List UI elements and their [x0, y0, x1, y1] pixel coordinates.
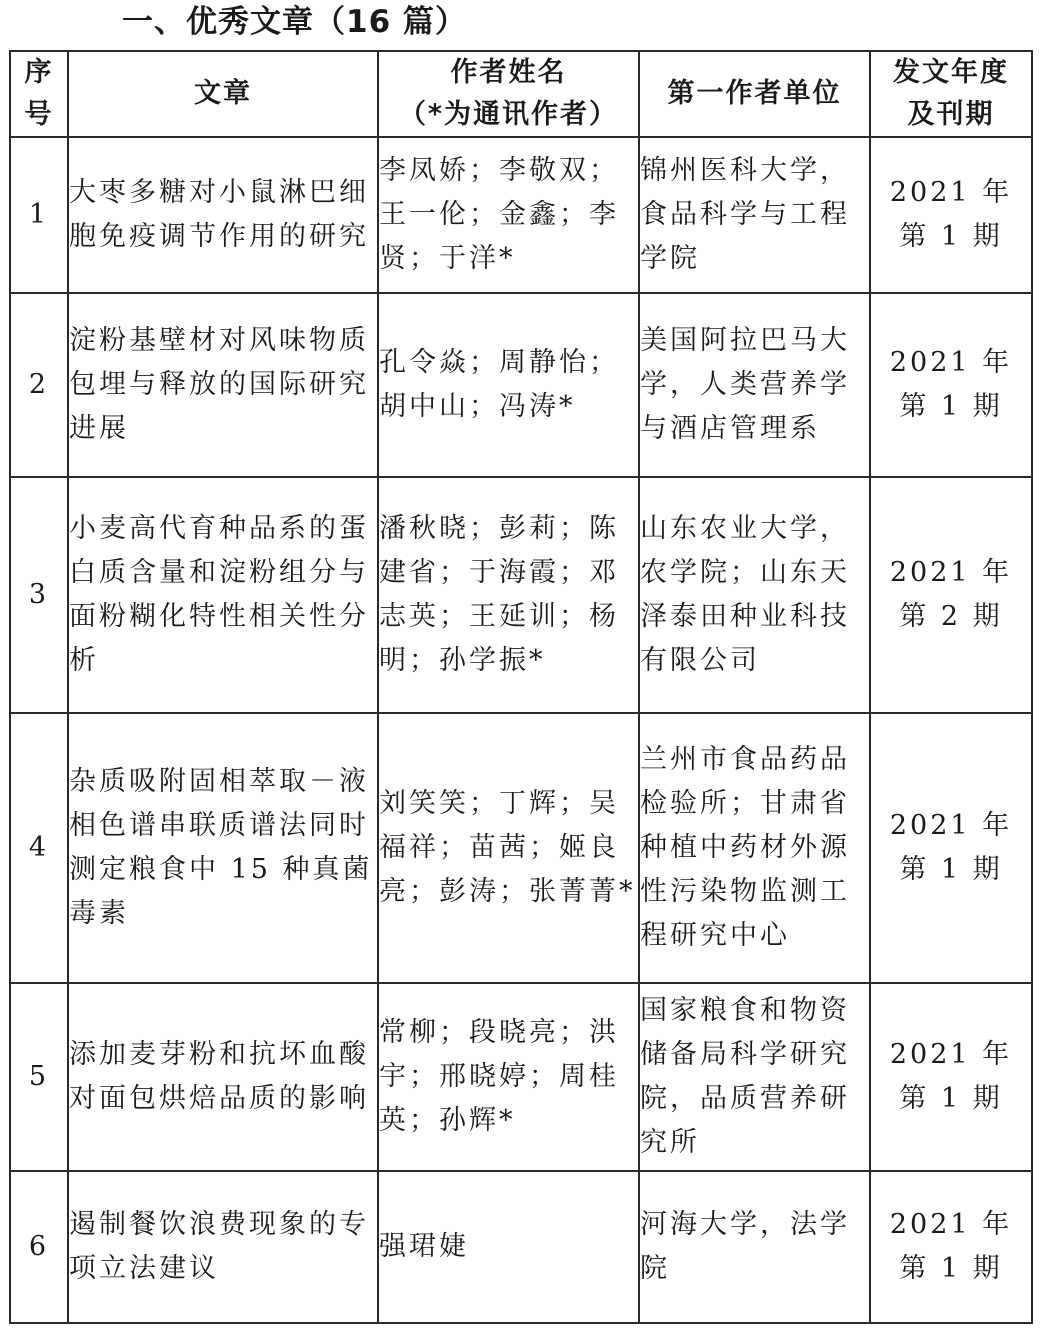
author-names: 刘笑笑；丁辉；吴福祥；苗茜；姬良亮；彭涛；张菁菁*: [378, 713, 639, 983]
article-title: 遏制餐饮浪费现象的专项立法建议: [68, 1171, 378, 1323]
issue-number: 第 1 期: [899, 854, 1003, 885]
table-row: [10, 137, 1032, 293]
table-row: [10, 983, 1032, 1171]
publication-issue: [870, 477, 1032, 713]
issue-number: 第 1 期: [899, 1253, 1003, 1284]
author-names: 常柳；段晓亮；洪宇；邢晓婷；周桂英；孙辉*: [378, 983, 639, 1171]
issue-year: 2021 年: [889, 557, 1013, 588]
row-number: 1: [10, 137, 68, 293]
first-author-unit: 河海大学，法学院: [639, 1171, 870, 1323]
first-author-unit: 锦州医科大学，食品科学与工程学院: [639, 137, 870, 293]
article-title: 淀粉基壁材对风味物质包埋与释放的国际研究进展: [68, 293, 378, 477]
publication-issue: [870, 713, 1032, 983]
issue-year: 2021 年: [889, 1209, 1013, 1240]
publication-issue: [870, 293, 1032, 477]
article-title: 大枣多糖对小鼠淋巴细胞免疫调节作用的研究: [68, 137, 378, 293]
table-row: [10, 477, 1032, 713]
article-title: 杂质吸附固相萃取－液相色谱串联质谱法同时测定粮食中 15 种真菌毒素: [68, 713, 378, 983]
first-author-unit: 国家粮食和物资储备局科学研究院，品质营养研究所: [639, 983, 870, 1171]
issue-year: 2021 年: [889, 810, 1013, 841]
article-title: 添加麦芽粉和抗坏血酸对面包烘焙品质的影响: [68, 983, 378, 1171]
first-author-unit: 美国阿拉巴马大学，人类营养学与酒店管理系: [639, 293, 870, 477]
header-issue: 发文年度 及刊期: [870, 51, 1032, 137]
issue-number: 第 1 期: [899, 221, 1003, 252]
header-no: 序 号: [10, 51, 68, 137]
publication-issue: [870, 983, 1032, 1171]
row-number: 4: [10, 713, 68, 983]
table-row: [10, 1171, 1032, 1323]
row-number: 5: [10, 983, 68, 1171]
header-unit: 第一作者单位: [639, 51, 870, 137]
author-names: 强珺婕: [378, 1171, 639, 1323]
author-names: 李凤娇；李敬双；王一伦；金鑫；李贤；于洋*: [378, 137, 639, 293]
author-names: 孔令焱；周静怡；胡中山；冯涛*: [378, 293, 639, 477]
row-number: 3: [10, 477, 68, 713]
table-header-row: [10, 51, 1032, 137]
issue-number: 第 1 期: [899, 391, 1003, 422]
issue-number: 第 2 期: [899, 601, 1003, 632]
publication-issue: [870, 1171, 1032, 1323]
header-authors: 作者姓名 （*为通讯作者）: [378, 51, 639, 137]
table-row: [10, 293, 1032, 477]
issue-year: 2021 年: [889, 177, 1013, 208]
row-number: 2: [10, 293, 68, 477]
section-title: 一、优秀文章（16 篇）: [122, 4, 467, 40]
publication-issue: [870, 137, 1032, 293]
author-names: 潘秋晓；彭莉；陈建省；于海霞；邓志英；王延训；杨明；孙学振*: [378, 477, 639, 713]
issue-year: 2021 年: [889, 1039, 1013, 1070]
article-title: 小麦高代育种品系的蛋白质含量和淀粉组分与面粉糊化特性相关性分析: [68, 477, 378, 713]
first-author-unit: 兰州市食品药品检验所；甘肃省种植中药材外源性污染物监测工程研究中心: [639, 713, 870, 983]
issue-number: 第 1 期: [899, 1083, 1003, 1114]
header-title: 文章: [68, 51, 378, 137]
awards-table: [9, 50, 1033, 1324]
first-author-unit: 山东农业大学，农学院；山东天泽泰田种业科技有限公司: [639, 477, 870, 713]
table-row: [10, 713, 1032, 983]
issue-year: 2021 年: [889, 347, 1013, 378]
row-number: 6: [10, 1171, 68, 1323]
